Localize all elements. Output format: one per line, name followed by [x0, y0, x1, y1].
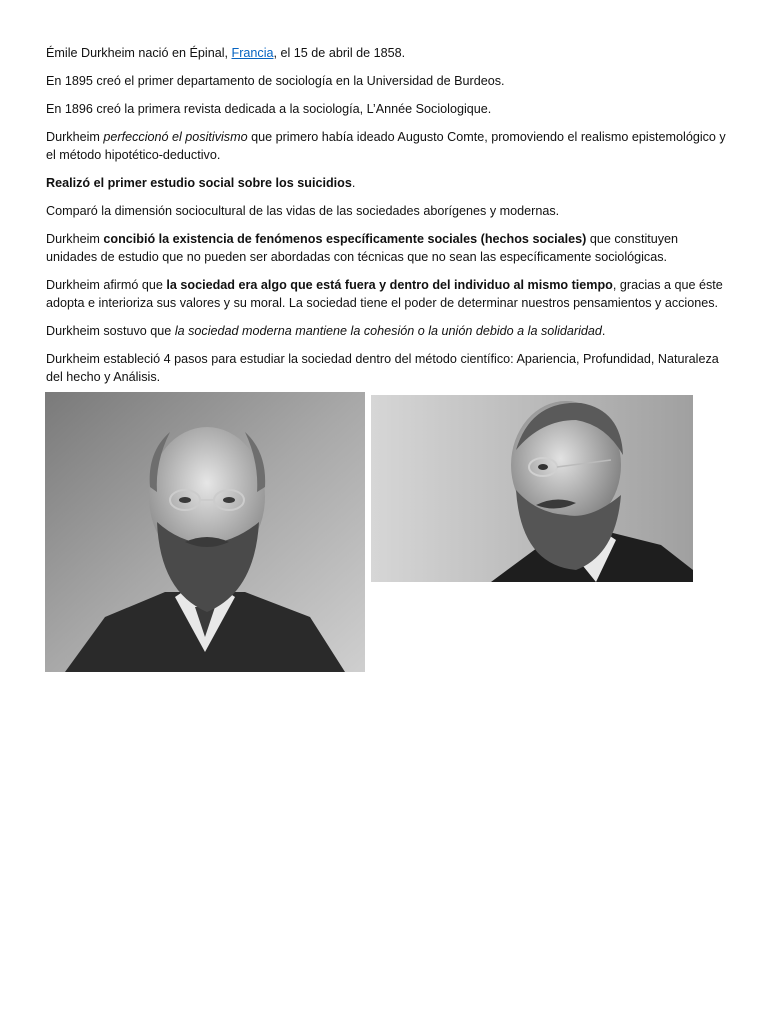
paragraph-four-steps: Durkheim estableció 4 pasos para estudiar la sociedad dentro del método científico: Apariencia, Profundidad, Naturaleza del hecho y Análisis. [46, 352, 719, 384]
paragraph-solidarity: Durkheim sostuvo que la sociedad moderna mantiene la cohesión o la unión debido a la solidaridad. [46, 324, 606, 338]
paragraph-suicide-study: Realizó el primer estudio social sobre los suicidios. [46, 176, 356, 190]
paragraph-social-facts: Durkheim concibió la existencia de fenómenos específicamente sociales (hechos sociales) que constituyen unidades de estudio que no pueden ser abordadas con técnicas que no sean las específicamente sociológicas. [46, 232, 679, 264]
paragraph-1895: En 1895 creó el primer departamento de sociología en la Universidad de Burdeos. [46, 74, 505, 88]
francia-link[interactable]: Francia [231, 46, 274, 60]
portrait-photo-profile [371, 395, 693, 582]
paragraph-positivism: Durkheim perfeccionó el positivismo que primero había ideado Augusto Comte, promoviendo el realismo epistemológico y el método hipotético-deductivo. [46, 130, 726, 162]
portrait-frontal-image [45, 392, 365, 672]
text-block [46, 44, 726, 396]
portrait-photo-frontal [45, 392, 365, 672]
paragraph-birth: Émile Durkheim nació en Épinal, Francia, el 15 de abril de 1858. [46, 46, 406, 60]
paragraph-society-individual: Durkheim afirmó que la sociedad era algo que está fuera y dentro del individuo al mismo tiempo, gracias a que éste adopta e interioriza sus valores y su moral. La sociedad tiene el poder de determinar nuestros pensamientos y acciones. [46, 278, 723, 310]
paragraph-comparison: Comparó la dimensión sociocultural de las vidas de las sociedades aborígenes y modernas. [46, 204, 560, 218]
paragraph-1896: En 1896 creó la primera revista dedicada a la sociología, L’Année Sociologique. [46, 102, 492, 116]
portrait-profile-image [371, 395, 693, 582]
